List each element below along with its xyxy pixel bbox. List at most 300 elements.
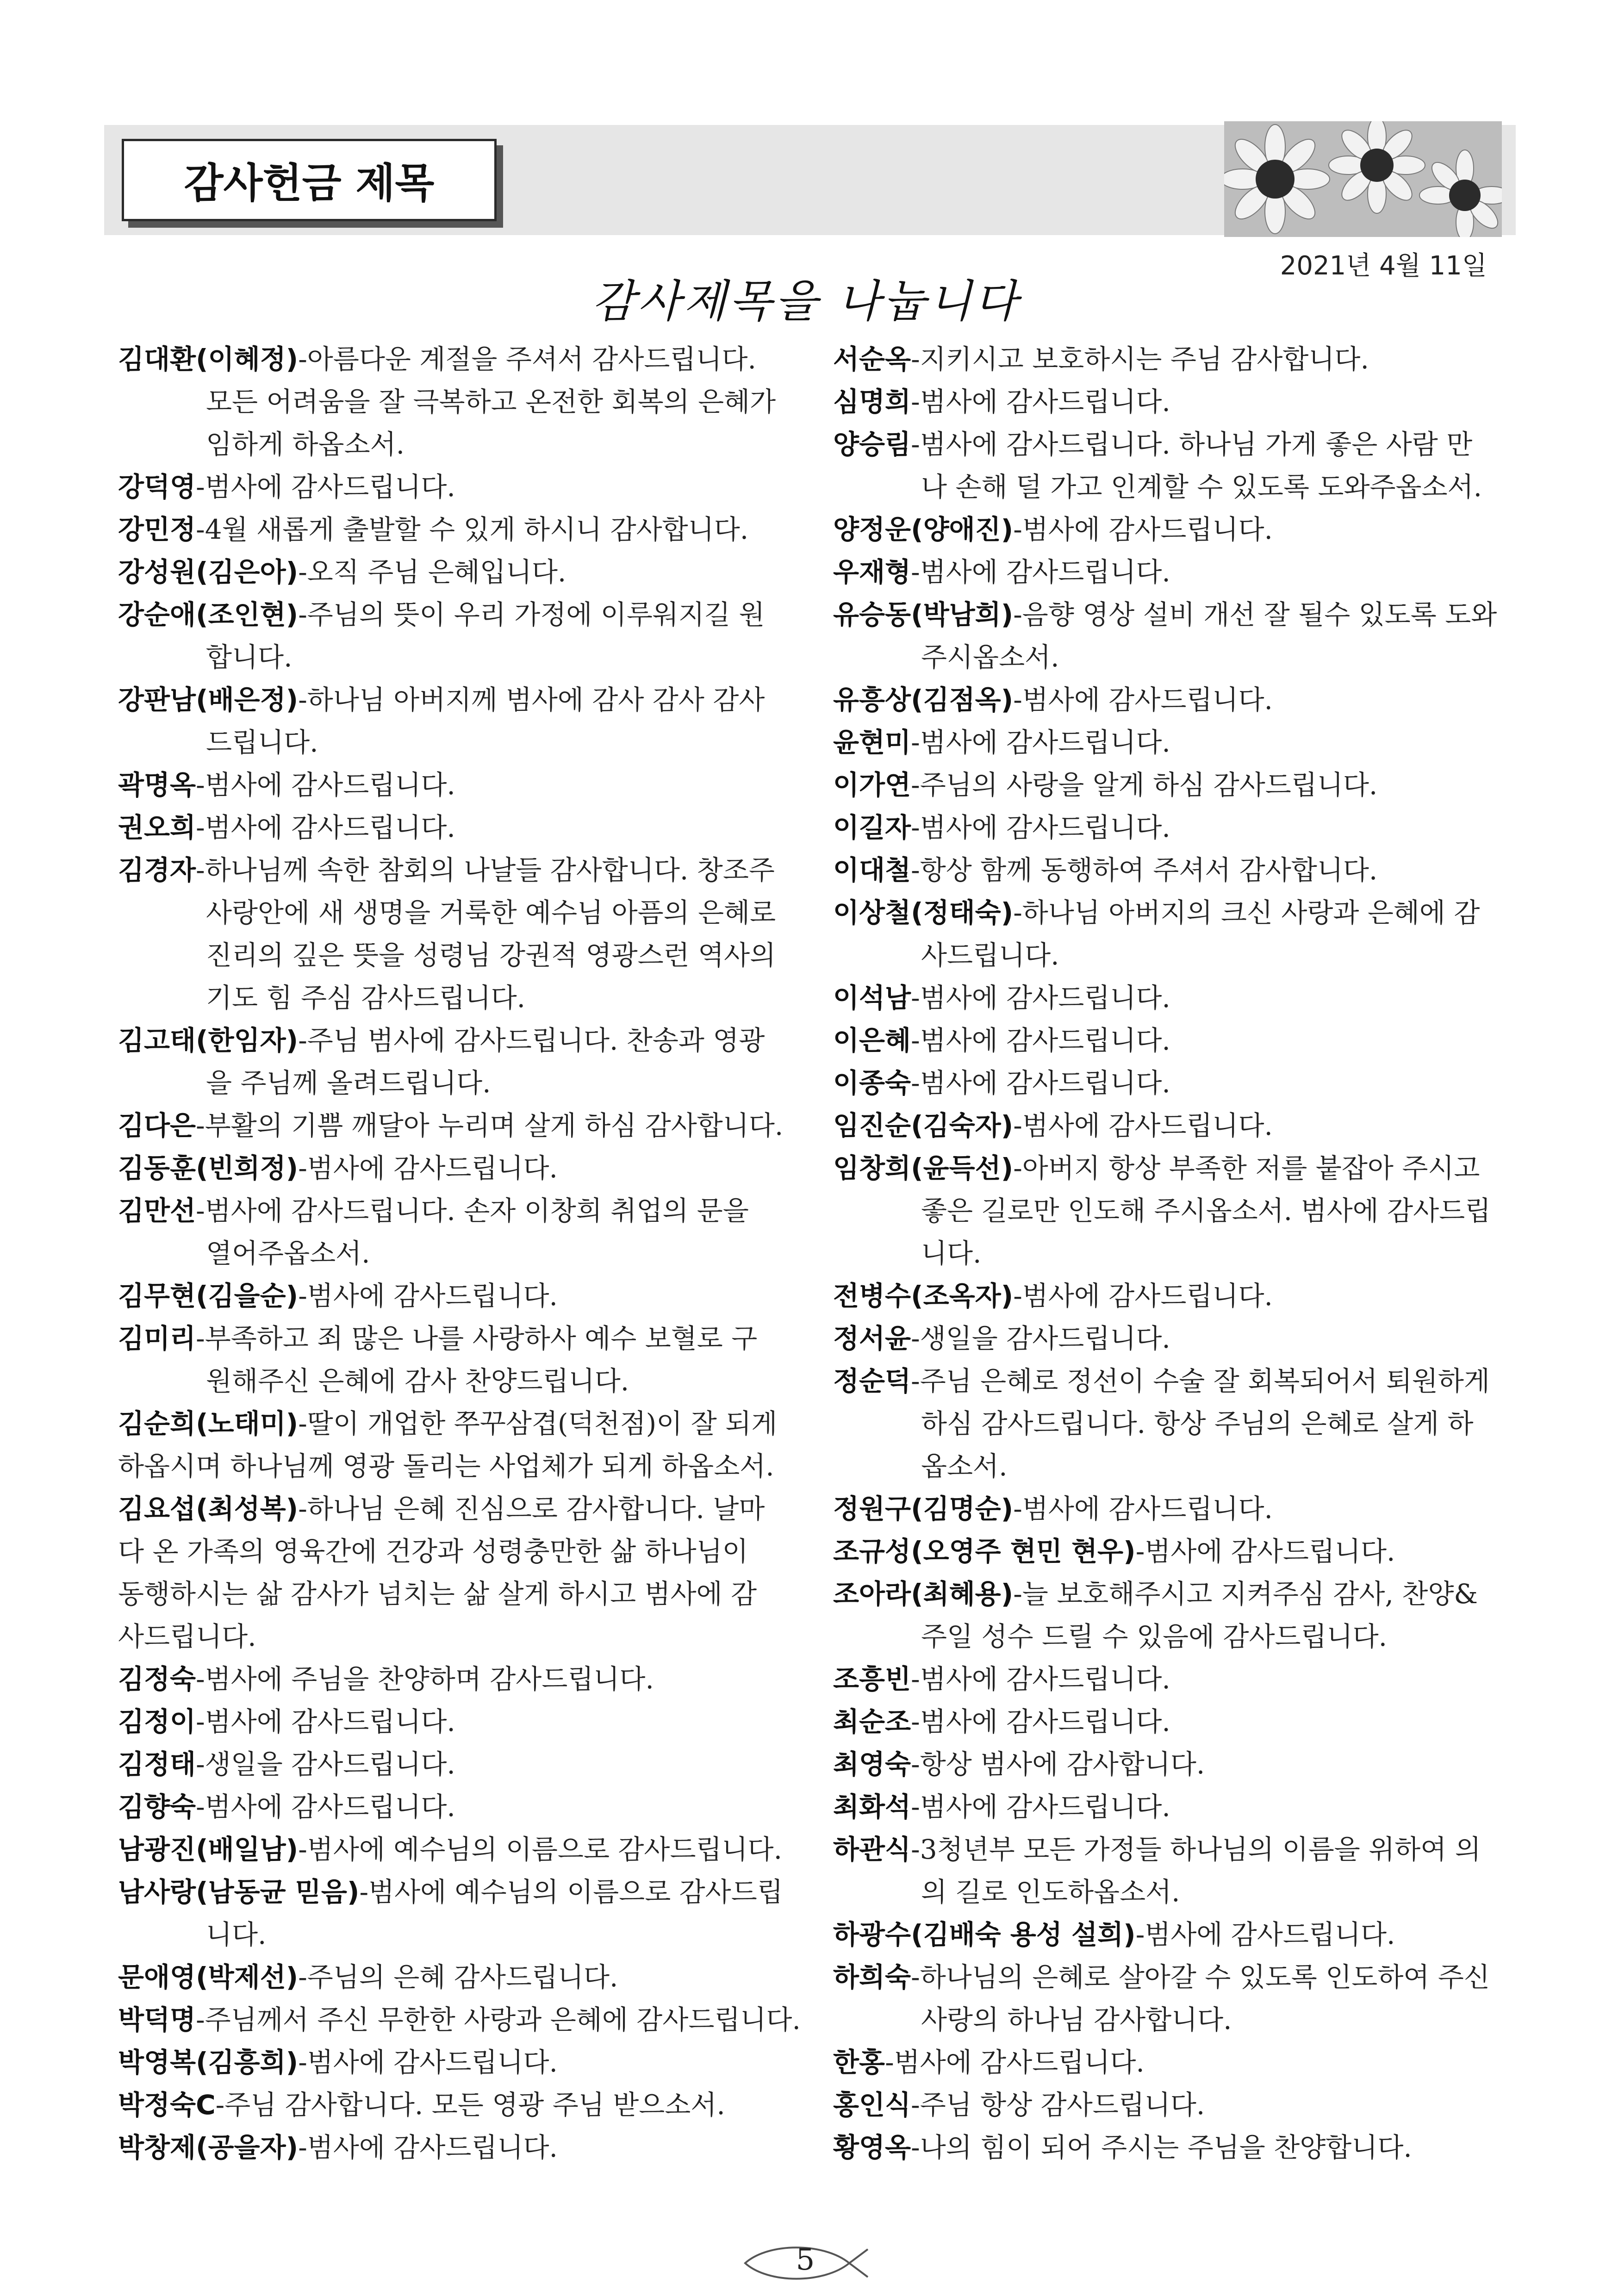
- entry-continuation-line: [118, 1573, 808, 1615]
- entry-text: -범사에 감사드립니다.: [911, 982, 1170, 1014]
- donor-name: 곽명옥: [118, 769, 196, 801]
- entry-text: 을 주님께 올려드립니다.: [206, 1067, 491, 1099]
- donor-name: 김요섭(최성복): [118, 1493, 299, 1524]
- entry-text: -주님 항상 감사드립니다.: [911, 2089, 1205, 2121]
- thanks-entry: [833, 338, 1509, 380]
- entry-first-line: [833, 891, 1509, 934]
- thanks-entry: [833, 2126, 1509, 2169]
- thanks-entry: [118, 1743, 808, 1786]
- thanks-entry: [118, 2041, 808, 2084]
- donor-name: 한홍: [833, 2047, 885, 2078]
- entry-first-line: [833, 1743, 1509, 1786]
- entry-text: 하옵시며 하나님께 영광 돌리는 사업체가 되게 하옵소서.: [118, 1450, 774, 1482]
- thanks-entry: [833, 977, 1509, 1019]
- thanks-entry: [118, 1871, 808, 1956]
- entry-first-line: [118, 1487, 808, 1530]
- entry-continuation-line: [118, 380, 808, 423]
- entry-continuation-line: [118, 1232, 808, 1275]
- entry-first-line: [833, 1317, 1509, 1360]
- entry-text: 주일 성수 드릴 수 있음에 감사드립니다.: [921, 1621, 1388, 1652]
- entry-text: -주님의 사랑을 알게 하심 감사드립니다.: [911, 769, 1378, 801]
- entry-first-line: [118, 1871, 808, 1913]
- entry-text: -범사에 감사드립니다. 하나님 가게 좋은 사람 만: [911, 429, 1473, 460]
- entry-continuation-line: [118, 1615, 808, 1658]
- entry-first-line: [833, 1700, 1509, 1743]
- donor-name: 황영옥: [833, 2132, 911, 2163]
- entry-text: -범사에 감사드립니다.: [911, 1791, 1170, 1823]
- entry-text: -범사에 감사드립니다.: [911, 1663, 1170, 1695]
- thanks-entry: [833, 678, 1509, 721]
- donor-name: 강판남(배은정): [118, 684, 299, 716]
- entry-first-line: [833, 1956, 1509, 1998]
- entry-text: 니다.: [921, 1238, 982, 1269]
- entry-text: -부족하고 죄 많은 나를 사랑하사 예수 보혈로 구: [196, 1323, 758, 1354]
- entry-first-line: [118, 1998, 808, 2041]
- entry-text: -주님의 뜻이 우리 가정에 이루워지길 원: [298, 599, 765, 630]
- entry-text: -범사에 감사드립니다.: [911, 1706, 1170, 1737]
- entry-text: -아버지 항상 부족한 저를 붙잡아 주시고: [1013, 1152, 1480, 1184]
- entry-continuation-line: [118, 1445, 808, 1487]
- entry-text: -주님 감사합니다. 모든 영광 주님 받으소서.: [215, 2089, 725, 2121]
- entry-text: 옵소서.: [921, 1450, 1008, 1482]
- entry-text: -늘 보호해주시고 지켜주심 감사, 찬양&: [1013, 1578, 1478, 1610]
- thanks-entry: [118, 1104, 808, 1147]
- entry-first-line: [833, 1019, 1509, 1062]
- donor-name: 하관식: [833, 1834, 911, 1865]
- entry-first-line: [118, 764, 808, 806]
- donor-name: 윤현미: [833, 727, 911, 758]
- donor-name: 하희숙: [833, 1961, 911, 1993]
- donor-name: 김만선: [118, 1195, 196, 1226]
- entry-text: -항상 범사에 감사합니다.: [911, 1748, 1205, 1780]
- entry-text: -범사에 감사드립니다.: [196, 812, 455, 843]
- entry-continuation-line: [833, 636, 1509, 678]
- thanks-entry: [118, 806, 808, 849]
- entry-text: -음향 영상 설비 개선 잘 될수 있도록 도와: [1013, 599, 1497, 630]
- entry-continuation-line: [118, 934, 808, 977]
- donor-name: 최영숙: [833, 1748, 911, 1780]
- entry-text: -범사에 감사드립니다.: [911, 1025, 1170, 1056]
- entry-first-line: [833, 806, 1509, 849]
- donor-name: 강민정: [118, 514, 196, 545]
- donor-name: 정서윤: [833, 1323, 911, 1354]
- donor-name: 김미리: [118, 1323, 196, 1354]
- entry-text: 기도 힘 주심 감사드립니다.: [206, 982, 526, 1014]
- entry-first-line: [833, 678, 1509, 721]
- entry-text: -범사에 감사드립니다.: [1135, 1536, 1395, 1567]
- subtitle: 감사제목을 나눕니다: [591, 275, 1021, 327]
- thanks-entry: [118, 678, 808, 764]
- thanks-entry: [118, 1658, 808, 1700]
- entry-first-line: [118, 2126, 808, 2169]
- donor-name: 박정숙C: [118, 2089, 216, 2121]
- entry-text: -범사에 감사드립니다.: [1013, 1110, 1273, 1141]
- donor-name: 유승동(박남희): [833, 599, 1014, 630]
- thanks-entry: [833, 1913, 1509, 1956]
- thanks-entry: [118, 466, 808, 508]
- entry-text: -범사에 감사드립니다.: [196, 1706, 455, 1737]
- thanks-entry: [833, 1956, 1509, 2041]
- entry-continuation-line: [833, 1615, 1509, 1658]
- entry-text: -나의 힘이 되어 주시는 주님을 찬양합니다.: [911, 2132, 1412, 2163]
- entry-first-line: [833, 1658, 1509, 1700]
- donor-name: 정순덕: [833, 1365, 911, 1397]
- entry-first-line: [118, 849, 808, 891]
- thanks-entry: [118, 1147, 808, 1189]
- entry-first-line: [118, 2041, 808, 2084]
- entry-text: -주님 범사에 감사드립니다. 찬송과 영광: [298, 1025, 765, 1056]
- thanks-entry: [833, 2041, 1509, 2084]
- entry-first-line: [833, 1360, 1509, 1402]
- donor-name: 양승림: [833, 429, 911, 460]
- entry-text: 사드립니다.: [118, 1621, 256, 1652]
- entry-continuation-line: [833, 466, 1509, 508]
- entry-first-line: [118, 2084, 808, 2126]
- entry-first-line: [833, 977, 1509, 1019]
- thanks-entry: [833, 721, 1509, 764]
- entry-text: 나 손해 덜 가고 인계할 수 있도록 도와주옵소서.: [921, 471, 1482, 503]
- entry-text: -범사에 감사드립니다.: [1013, 684, 1273, 716]
- entry-text: -주님의 은혜 감사드립니다.: [298, 1961, 618, 1993]
- entry-text: -범사에 감사드립니다.: [911, 556, 1170, 588]
- donor-name: 최화석: [833, 1791, 911, 1823]
- donor-name: 남광진(배일남): [118, 1834, 299, 1865]
- donor-name: 임진순(김숙자): [833, 1110, 1014, 1141]
- thanks-entry: [833, 551, 1509, 593]
- thanks-entry: [118, 764, 808, 806]
- entry-first-line: [833, 1104, 1509, 1147]
- donor-name: 조흥빈: [833, 1663, 911, 1695]
- entry-text: 의 길로 인도하옵소서.: [921, 1876, 1180, 1908]
- entry-text: -주님께서 주신 무한한 사랑과 은혜에 감사드립니다.: [196, 2004, 801, 2035]
- donor-name: 심명희: [833, 386, 911, 417]
- entry-continuation-line: [833, 1189, 1509, 1232]
- entry-text: -하나님 아버지께 범사에 감사 감사 감사: [298, 684, 765, 716]
- entry-text: -범사에 감사드립니다.: [1135, 1919, 1395, 1950]
- entry-text: -3청년부 모든 가정들 하나님의 이름을 위하여 의: [911, 1834, 1481, 1865]
- entry-text: 주시옵소서.: [921, 641, 1059, 673]
- thanks-entry: [833, 1062, 1509, 1104]
- thanks-entry: [833, 806, 1509, 849]
- entry-first-line: [833, 1275, 1509, 1317]
- entry-text: -하나님 아버지의 크신 사랑과 은혜에 감: [1013, 897, 1480, 928]
- entry-continuation-line: [833, 934, 1509, 977]
- entry-first-line: [118, 338, 808, 380]
- page-title: 감사헌금 제목: [122, 139, 497, 221]
- donor-name: 박영복(김흥희): [118, 2047, 299, 2078]
- donor-name: 정원구(김명순): [833, 1493, 1014, 1524]
- thanks-entry: [118, 593, 808, 678]
- entry-first-line: [833, 1573, 1509, 1615]
- thanks-entry: [833, 1360, 1509, 1487]
- thanks-entry: [833, 508, 1509, 551]
- thanks-entry: [833, 891, 1509, 977]
- thanks-entry: [118, 1019, 808, 1104]
- donor-name: 김동훈(빈희정): [118, 1152, 299, 1184]
- thanks-entry: [833, 849, 1509, 891]
- entry-text: -범사에 예수님의 이름으로 감사드립: [359, 1876, 783, 1908]
- entry-first-line: [833, 721, 1509, 764]
- entry-first-line: [118, 1402, 808, 1445]
- entry-text: -부활의 기쁨 깨달아 누리며 살게 하심 감사합니다.: [196, 1110, 784, 1141]
- entry-first-line: [833, 1828, 1509, 1871]
- entry-first-line: [118, 508, 808, 551]
- entry-text: -범사에 감사드립니다.: [196, 471, 455, 503]
- entry-first-line: [118, 678, 808, 721]
- donor-name: 문애영(박제선): [118, 1961, 299, 1993]
- entry-continuation-line: [118, 1360, 808, 1402]
- entry-text: 동행하시는 삶 감사가 넘치는 삶 살게 하시고 범사에 감: [118, 1578, 757, 1610]
- entry-first-line: [833, 1062, 1509, 1104]
- entry-text: -범사에 감사드립니다.: [298, 1280, 558, 1312]
- donor-name: 조규성(오영주 현민 현우): [833, 1536, 1136, 1567]
- donor-name: 김경자: [118, 854, 196, 886]
- entry-text: 열어주옵소서.: [206, 1238, 370, 1269]
- entry-text: 하심 감사드립니다. 항상 주님의 은혜로 살게 하: [921, 1408, 1474, 1439]
- donor-name: 이길자: [833, 812, 911, 843]
- entry-text: -오직 주님 은혜입니다.: [298, 556, 566, 588]
- donor-name: 이상철(정태숙): [833, 897, 1014, 928]
- entry-continuation-line: [833, 1402, 1509, 1445]
- entry-text: 사드립니다.: [921, 940, 1059, 971]
- entry-text: -범사에 감사드립니다.: [298, 1152, 558, 1184]
- entry-text: -범사에 감사드립니다.: [298, 2047, 558, 2078]
- thanks-entry: [833, 1147, 1509, 1275]
- entry-first-line: [118, 1700, 808, 1743]
- thanks-entry: [118, 2126, 808, 2169]
- thanks-entry: [118, 338, 808, 466]
- entry-first-line: [118, 1104, 808, 1147]
- donor-name: 전병수(조옥자): [833, 1280, 1014, 1312]
- donor-name: 조아라(최혜용): [833, 1578, 1014, 1610]
- entry-first-line: [118, 1786, 808, 1828]
- entry-first-line: [118, 466, 808, 508]
- thanks-entry: [118, 1487, 808, 1658]
- thanks-entry: [118, 1998, 808, 2041]
- page-number: 5: [796, 2243, 815, 2277]
- entry-first-line: [118, 593, 808, 636]
- entry-first-line: [833, 2041, 1509, 2084]
- entry-text: 진리의 깊은 뜻을 성령님 강권적 영광스런 역사의: [206, 940, 776, 971]
- thanks-entry: [118, 551, 808, 593]
- donor-name: 박덕명: [118, 2004, 196, 2035]
- thanks-entry: [118, 1275, 808, 1317]
- entry-continuation-line: [833, 1445, 1509, 1487]
- entry-continuation-line: [118, 1062, 808, 1104]
- donor-name: 김순희(노태미): [118, 1408, 299, 1439]
- entry-text: -범사에 감사드립니다.: [1013, 514, 1273, 545]
- sunflower-image: [1224, 121, 1502, 237]
- entry-text: 임하게 하옵소서.: [206, 429, 405, 460]
- entry-first-line: [833, 1147, 1509, 1189]
- entry-first-line: [833, 1786, 1509, 1828]
- donor-name: 이종숙: [833, 1067, 911, 1099]
- entry-text: -범사에 감사드립니다.: [196, 1791, 455, 1823]
- thanks-entry: [833, 423, 1509, 508]
- entry-text: -4월 새롭게 출발할 수 있게 하시니 감사합니다.: [196, 514, 749, 545]
- thanks-entry: [118, 1402, 808, 1487]
- entry-text: -범사에 주님을 찬양하며 감사드립니다.: [196, 1663, 654, 1695]
- entry-first-line: [118, 1317, 808, 1360]
- thanks-entry: [833, 380, 1509, 423]
- entry-text: -항상 함께 동행하여 주셔서 감사합니다.: [911, 854, 1378, 886]
- entry-text: -범사에 감사드립니다.: [1013, 1493, 1273, 1524]
- donor-name: 이가연: [833, 769, 911, 801]
- entry-text: -범사에 감사드립니다.: [1013, 1280, 1273, 1312]
- entry-first-line: [118, 1828, 808, 1871]
- thanks-entry: [833, 1573, 1509, 1658]
- thanks-entry: [833, 1530, 1509, 1573]
- entry-continuation-line: [833, 1871, 1509, 1913]
- entry-first-line: [833, 380, 1509, 423]
- entry-first-line: [833, 1530, 1509, 1573]
- entry-text: 좋은 길로만 인도해 주시옵소서. 범사에 감사드립: [921, 1195, 1491, 1226]
- donor-name: 이대철: [833, 854, 911, 886]
- donor-name: 강성원(김은아): [118, 556, 299, 588]
- entry-continuation-line: [833, 1232, 1509, 1275]
- entry-text: -하나님 은혜 진심으로 감사합니다. 날마: [298, 1493, 765, 1524]
- donor-name: 임창희(윤득선): [833, 1152, 1014, 1184]
- donor-name: 김무현(김을순): [118, 1280, 299, 1312]
- entry-text: -주님 은혜로 정선이 수술 잘 회복되어서 퇴원하게: [911, 1365, 1490, 1397]
- date-label: 2021년 4월 11일: [1280, 251, 1487, 281]
- entry-first-line: [118, 1275, 808, 1317]
- entry-text: -범사에 감사드립니다.: [911, 812, 1170, 843]
- thanks-entry: [118, 1317, 808, 1402]
- donor-name: 유흥상(김점옥): [833, 684, 1014, 716]
- entry-text: 드립니다.: [206, 727, 318, 758]
- entry-text: 다 온 가족의 영육간에 건강과 성령충만한 삶 하나님이: [118, 1536, 748, 1567]
- entry-first-line: [833, 551, 1509, 593]
- thanks-entry: [833, 593, 1509, 678]
- donor-name: 이은혜: [833, 1025, 911, 1056]
- thanks-entry: [118, 1700, 808, 1743]
- thanks-entry: [118, 508, 808, 551]
- thanks-entry: [833, 1019, 1509, 1062]
- thanks-entry: [118, 2084, 808, 2126]
- entry-continuation-line: [118, 1913, 808, 1956]
- entry-first-line: [118, 551, 808, 593]
- thanks-entry: [833, 1786, 1509, 1828]
- entry-continuation-line: [118, 977, 808, 1019]
- donor-name: 김정태: [118, 1748, 196, 1780]
- left-column: [118, 338, 808, 2169]
- entry-text: 사랑의 하나님 감사합니다.: [921, 2004, 1232, 2035]
- donor-name: 김향숙: [118, 1791, 196, 1823]
- entry-first-line: [118, 1189, 808, 1232]
- entry-first-line: [118, 1743, 808, 1786]
- entry-text: -생일을 감사드립니다.: [911, 1323, 1170, 1354]
- donor-name: 우재형: [833, 556, 911, 588]
- thanks-entry: [833, 1487, 1509, 1530]
- thanks-entry: [833, 1317, 1509, 1360]
- donor-name: 하광수(김배숙 용성 설희): [833, 1919, 1136, 1950]
- entry-continuation-line: [118, 1530, 808, 1573]
- entry-text: -범사에 감사드립니다.: [911, 727, 1170, 758]
- entry-first-line: [118, 1658, 808, 1700]
- entry-text: 모든 어려움을 잘 극복하고 온전한 회복의 은혜가: [206, 386, 776, 417]
- thanks-entry: [118, 1956, 808, 1998]
- donor-name: 박창제(공을자): [118, 2132, 299, 2163]
- entry-first-line: [833, 849, 1509, 891]
- thanks-entry: [833, 1275, 1509, 1317]
- entry-text: -딸이 개업한 쭈꾸삼겹(덕천점)이 잘 되게: [298, 1408, 778, 1439]
- entry-text: -하나님의 은혜로 살아갈 수 있도록 인도하여 주신: [911, 1961, 1490, 1993]
- entry-text: 사랑안에 새 생명을 거룩한 예수님 아픔의 은혜로: [206, 897, 776, 928]
- entry-text: -범사에 예수님의 이름으로 감사드립니다.: [298, 1834, 783, 1865]
- thanks-entry: [833, 2084, 1509, 2126]
- entry-first-line: [833, 764, 1509, 806]
- entry-text: -범사에 감사드립니다. 손자 이창희 취업의 문을: [196, 1195, 749, 1226]
- entry-first-line: [118, 806, 808, 849]
- donor-name: 홍인식: [833, 2089, 911, 2121]
- page-number-mark: [736, 2240, 875, 2286]
- entry-continuation-line: [118, 891, 808, 934]
- entry-text: -지키시고 보호하시는 주님 감사합니다.: [911, 343, 1369, 375]
- entry-text: -범사에 감사드립니다.: [885, 2047, 1145, 2078]
- entry-first-line: [833, 1487, 1509, 1530]
- donor-name: 이석남: [833, 982, 911, 1014]
- entry-continuation-line: [118, 423, 808, 466]
- entry-text: -하나님께 속한 참회의 나날들 감사합니다. 창조주: [196, 854, 775, 886]
- entry-first-line: [833, 2126, 1509, 2169]
- entry-first-line: [833, 423, 1509, 466]
- entry-first-line: [118, 1956, 808, 1998]
- entry-continuation-line: [833, 1998, 1509, 2041]
- entry-text: 원해주신 은혜에 감사 찬양드립니다.: [206, 1365, 629, 1397]
- donor-name: 권오희: [118, 812, 196, 843]
- entry-first-line: [833, 2084, 1509, 2126]
- thanks-entry: [118, 1828, 808, 1871]
- donor-name: 최순조: [833, 1706, 911, 1737]
- entry-text: 니다.: [206, 1919, 267, 1950]
- right-column: [833, 338, 1509, 2169]
- donor-name: 김정숙: [118, 1663, 196, 1695]
- entry-first-line: [833, 1913, 1509, 1956]
- donor-name: 김대환(이혜정): [118, 343, 299, 375]
- donor-name: 남사랑(남동균 믿음): [118, 1876, 360, 1908]
- donor-name: 양정운(양애진): [833, 514, 1014, 545]
- entry-first-line: [833, 338, 1509, 380]
- thanks-entry: [118, 1189, 808, 1275]
- thanks-entry: [833, 1828, 1509, 1913]
- entry-continuation-line: [118, 721, 808, 764]
- thanks-entry: [833, 1104, 1509, 1147]
- thanks-entry: [118, 849, 808, 1019]
- thanks-entry: [118, 1786, 808, 1828]
- donor-name: 김정이: [118, 1706, 196, 1737]
- donor-name: 김고태(한임자): [118, 1025, 299, 1056]
- entry-continuation-line: [118, 636, 808, 678]
- entry-first-line: [118, 1019, 808, 1062]
- thanks-entry: [833, 1700, 1509, 1743]
- donor-name: 서순옥: [833, 343, 911, 375]
- thanks-entry: [833, 1658, 1509, 1700]
- entry-text: 합니다.: [206, 641, 293, 673]
- entry-first-line: [118, 1147, 808, 1189]
- entry-text: -아름다운 계절을 주셔서 감사드립니다.: [298, 343, 756, 375]
- donor-name: 강순애(조인현): [118, 599, 299, 630]
- donor-name: 김다은: [118, 1110, 196, 1141]
- entry-text: -범사에 감사드립니다.: [298, 2132, 558, 2163]
- entry-first-line: [833, 593, 1509, 636]
- donor-name: 강덕영: [118, 471, 196, 503]
- entry-text: -범사에 감사드립니다.: [911, 386, 1170, 417]
- entry-first-line: [833, 508, 1509, 551]
- entry-text: -범사에 감사드립니다.: [196, 769, 455, 801]
- entry-text: -생일을 감사드립니다.: [196, 1748, 455, 1780]
- entry-text: -범사에 감사드립니다.: [911, 1067, 1170, 1099]
